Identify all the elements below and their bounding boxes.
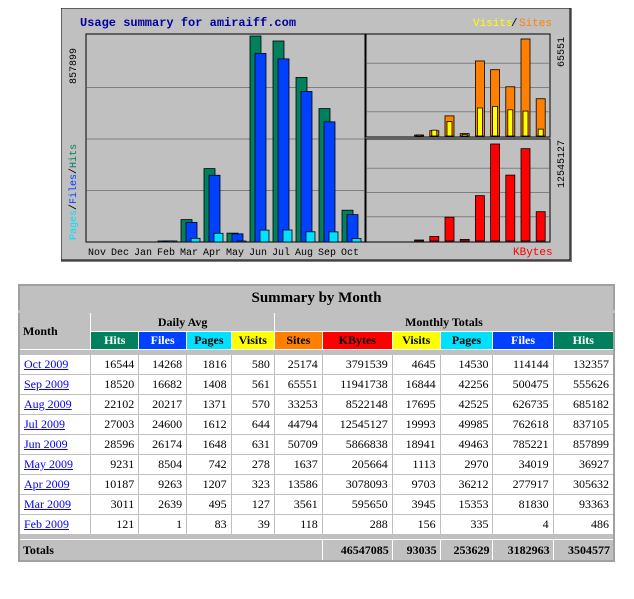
table-row — [19, 355, 614, 375]
cell-kbytes: 205664 — [322, 455, 392, 475]
cell-d-hits: 121 — [91, 515, 139, 535]
legend-files: Files — [69, 173, 80, 204]
month-link[interactable]: Jun 2009 — [24, 437, 68, 451]
cell-visits: 3945 — [392, 495, 440, 515]
legend-sep-1: / — [69, 203, 80, 210]
totals-pages: 253629 — [440, 540, 493, 562]
cell-files: 34019 — [493, 455, 553, 475]
bar-pages — [306, 232, 315, 242]
month-cell — [19, 435, 91, 455]
cell-sites: 65551 — [274, 375, 322, 395]
table-row — [19, 495, 614, 515]
cell-d-visits: 644 — [231, 415, 274, 435]
legend-sites: Sites — [519, 18, 553, 30]
bar-visits — [508, 110, 513, 136]
legend-kbytes: KBytes — [513, 247, 553, 259]
cell-d-visits: 127 — [231, 495, 274, 515]
totals-hits: 3504577 — [553, 540, 614, 562]
cell-visits: 17695 — [392, 395, 440, 415]
bar-files — [209, 175, 220, 242]
bar-kbytes — [475, 196, 484, 241]
month-cell — [19, 355, 91, 375]
left-max-label: 857899 — [69, 47, 80, 84]
cell-d-pages: 1648 — [187, 435, 232, 455]
cell-sites: 13586 — [274, 475, 322, 495]
right-top-max-label: 65551 — [557, 36, 568, 67]
legend-pages: Pages — [69, 209, 80, 240]
cell-kbytes: 11941738 — [322, 375, 392, 395]
cell-d-hits: 16544 — [91, 355, 139, 375]
cell-hits: 93363 — [553, 495, 614, 515]
table-row — [19, 395, 614, 415]
cell-sites: 33253 — [274, 395, 322, 415]
col-daily-visits: Visits — [231, 332, 274, 350]
cell-d-files: 24600 — [139, 415, 187, 435]
bar-visits — [447, 122, 452, 136]
summary-table — [18, 284, 615, 562]
month-cell — [19, 415, 91, 435]
table-row — [19, 415, 614, 435]
bar-files — [347, 215, 358, 242]
cell-sites: 25174 — [274, 355, 322, 375]
col-daily-files: Files — [139, 332, 187, 350]
bar-pages — [283, 230, 292, 242]
cell-d-files: 9263 — [139, 475, 187, 495]
cell-d-hits: 10187 — [91, 475, 139, 495]
col-monthly-sites: Sites — [274, 332, 322, 350]
cell-pages: 42525 — [440, 395, 493, 415]
cell-d-pages: 83 — [187, 515, 232, 535]
cell-pages: 42256 — [440, 375, 493, 395]
bar-kbytes — [491, 144, 500, 241]
cell-visits: 156 — [392, 515, 440, 535]
table-row — [19, 455, 614, 475]
cell-d-pages: 1408 — [187, 375, 232, 395]
cell-kbytes: 8522148 — [322, 395, 392, 415]
cell-d-files: 2639 — [139, 495, 187, 515]
cell-d-pages: 1207 — [187, 475, 232, 495]
bar-kbytes — [445, 217, 454, 241]
cell-hits: 305632 — [553, 475, 614, 495]
cell-kbytes: 288 — [322, 515, 392, 535]
monthly-totals-header: Monthly Totals — [274, 312, 614, 332]
month-label: Oct — [341, 248, 360, 259]
month-link[interactable]: May 2009 — [24, 457, 73, 471]
chart-title: Usage summary for amiraiff.com — [80, 16, 297, 30]
cell-kbytes: 3791539 — [322, 355, 392, 375]
cell-hits: 486 — [553, 515, 614, 535]
cell-pages: 49463 — [440, 435, 493, 455]
month-label: Aug — [295, 248, 314, 259]
month-cell — [19, 375, 91, 395]
cell-d-hits: 28596 — [91, 435, 139, 455]
cell-d-files: 8504 — [139, 455, 187, 475]
cell-files: 114144 — [493, 355, 553, 375]
month-link[interactable]: Oct 2009 — [24, 357, 69, 371]
month-label: Apr — [203, 248, 222, 259]
cell-kbytes: 12545127 — [322, 415, 392, 435]
totals-kbytes: 46547085 — [322, 540, 392, 562]
month-link[interactable]: Jul 2009 — [24, 417, 66, 431]
cell-d-hits: 3011 — [91, 495, 139, 515]
bar-visits — [417, 135, 422, 136]
bar-visits — [462, 134, 467, 136]
month-label: Mar — [180, 248, 199, 259]
month-link[interactable]: Aug 2009 — [24, 397, 72, 411]
legend-hits: Hits — [69, 143, 80, 168]
cell-files: 626735 — [493, 395, 553, 415]
bar-kbytes — [460, 239, 469, 241]
bar-visits — [523, 111, 528, 136]
col-monthly-files: Files — [493, 332, 553, 350]
month-cell — [19, 495, 91, 515]
left-legend — [68, 144, 80, 240]
cell-d-visits: 39 — [231, 515, 274, 535]
table-row — [19, 375, 614, 395]
bar-kbytes — [521, 149, 530, 241]
month-link[interactable]: Mar 2009 — [24, 497, 71, 511]
cell-hits: 555626 — [553, 375, 614, 395]
table-row — [19, 475, 614, 495]
bar-kbytes — [415, 240, 424, 241]
cell-d-visits: 323 — [231, 475, 274, 495]
daily-avg-header: Daily Avg — [91, 312, 275, 332]
cell-visits: 19993 — [392, 415, 440, 435]
cell-d-hits: 22102 — [91, 395, 139, 415]
cell-d-hits: 27003 — [91, 415, 139, 435]
cell-hits: 36927 — [553, 455, 614, 475]
totals-files: 3182963 — [493, 540, 553, 562]
month-link[interactable]: Feb 2009 — [24, 517, 69, 531]
cell-d-visits: 570 — [231, 395, 274, 415]
cell-d-pages: 1371 — [187, 395, 232, 415]
bar-kbytes — [536, 212, 545, 241]
cell-files: 4 — [493, 515, 553, 535]
cell-pages: 2970 — [440, 455, 493, 475]
cell-pages: 14530 — [440, 355, 493, 375]
month-label: Jan — [134, 248, 153, 259]
cell-visits: 9703 — [392, 475, 440, 495]
bar-visits — [538, 129, 543, 136]
cell-pages: 15353 — [440, 495, 493, 515]
bar-pages — [352, 239, 361, 242]
month-label: Dec — [111, 248, 130, 259]
table-body — [19, 355, 614, 535]
bar-kbytes — [506, 175, 515, 241]
cell-d-visits: 580 — [231, 355, 274, 375]
col-monthly-pages: Pages — [440, 332, 493, 350]
cell-pages: 49985 — [440, 415, 493, 435]
cell-kbytes: 595650 — [322, 495, 392, 515]
totals-row — [19, 540, 614, 562]
cell-files: 500475 — [493, 375, 553, 395]
month-header: Month — [19, 312, 91, 350]
cell-d-pages: 1816 — [187, 355, 232, 375]
cell-d-visits: 631 — [231, 435, 274, 455]
cell-sites: 44794 — [274, 415, 322, 435]
cell-d-files: 26174 — [139, 435, 187, 455]
cell-sites: 3561 — [274, 495, 322, 515]
usage-chart-svg — [61, 8, 572, 262]
col-daily-pages: Pages — [187, 332, 232, 350]
usage-chart — [61, 8, 572, 262]
month-label: Nov — [88, 248, 107, 259]
cell-d-pages: 495 — [187, 495, 232, 515]
cell-sites: 50709 — [274, 435, 322, 455]
col-daily-hits: Hits — [91, 332, 139, 350]
month-cell — [19, 395, 91, 415]
cell-pages: 36212 — [440, 475, 493, 495]
bar-kbytes — [430, 236, 439, 241]
bar-pages — [168, 241, 177, 242]
table-row — [19, 435, 614, 455]
right-bottom-max-label: 12545127 — [557, 139, 568, 188]
month-label: Sep — [318, 248, 337, 259]
bar-visits — [493, 106, 498, 136]
month-cell — [19, 455, 91, 475]
cell-d-pages: 1612 — [187, 415, 232, 435]
bar-pages — [214, 233, 223, 242]
bar-pages — [329, 232, 338, 242]
cell-files: 762618 — [493, 415, 553, 435]
col-monthly-visits: Visits — [392, 332, 440, 350]
bar-visits — [432, 130, 437, 136]
cell-visits: 18941 — [392, 435, 440, 455]
bar-pages — [237, 241, 246, 242]
cell-hits: 857899 — [553, 435, 614, 455]
month-cell — [19, 475, 91, 495]
cell-pages: 335 — [440, 515, 493, 535]
bar-files — [278, 59, 289, 242]
legend-sep-2: / — [69, 167, 80, 174]
table-row — [19, 515, 614, 535]
cell-d-files: 16682 — [139, 375, 187, 395]
cell-d-visits: 278 — [231, 455, 274, 475]
cell-kbytes: 3078093 — [322, 475, 392, 495]
cell-d-files: 1 — [139, 515, 187, 535]
cell-d-files: 14268 — [139, 355, 187, 375]
cell-visits: 16844 — [392, 375, 440, 395]
cell-files: 785221 — [493, 435, 553, 455]
bar-files — [255, 53, 266, 242]
cell-kbytes: 5866838 — [322, 435, 392, 455]
month-label: Feb — [157, 248, 176, 259]
totals-visits: 93035 — [392, 540, 440, 562]
legend-sep-right: / — [511, 18, 518, 30]
bar-pages — [260, 230, 269, 242]
month-label: May — [226, 248, 245, 259]
cell-d-pages: 742 — [187, 455, 232, 475]
bar-visits — [477, 108, 482, 136]
bar-pages — [191, 238, 200, 242]
month-cell — [19, 515, 91, 535]
totals-label: Totals — [19, 540, 322, 562]
cell-hits: 685182 — [553, 395, 614, 415]
col-monthly-hits: Hits — [553, 332, 614, 350]
col-monthly-kbytes: KBytes — [322, 332, 392, 350]
month-label: Jul — [272, 248, 291, 259]
cell-sites: 1637 — [274, 455, 322, 475]
cell-files: 81830 — [493, 495, 553, 515]
svg-text:Pages/Files/Hits — [68, 144, 80, 240]
month-label: Jun — [249, 248, 268, 259]
cell-visits: 4645 — [392, 355, 440, 375]
month-link[interactable]: Sep 2009 — [24, 377, 69, 391]
cell-d-visits: 561 — [231, 375, 274, 395]
table-title: Summary by Month — [19, 285, 614, 312]
cell-files: 277917 — [493, 475, 553, 495]
cell-hits: 132357 — [553, 355, 614, 375]
bar-files — [324, 122, 335, 242]
bar-files — [301, 92, 312, 242]
legend-visits: Visits — [473, 18, 513, 30]
cell-d-files: 20217 — [139, 395, 187, 415]
cell-sites: 118 — [274, 515, 322, 535]
cell-hits: 837105 — [553, 415, 614, 435]
cell-d-hits: 9231 — [91, 455, 139, 475]
cell-visits: 1113 — [392, 455, 440, 475]
cell-d-hits: 18520 — [91, 375, 139, 395]
month-link[interactable]: Apr 2009 — [24, 477, 70, 491]
